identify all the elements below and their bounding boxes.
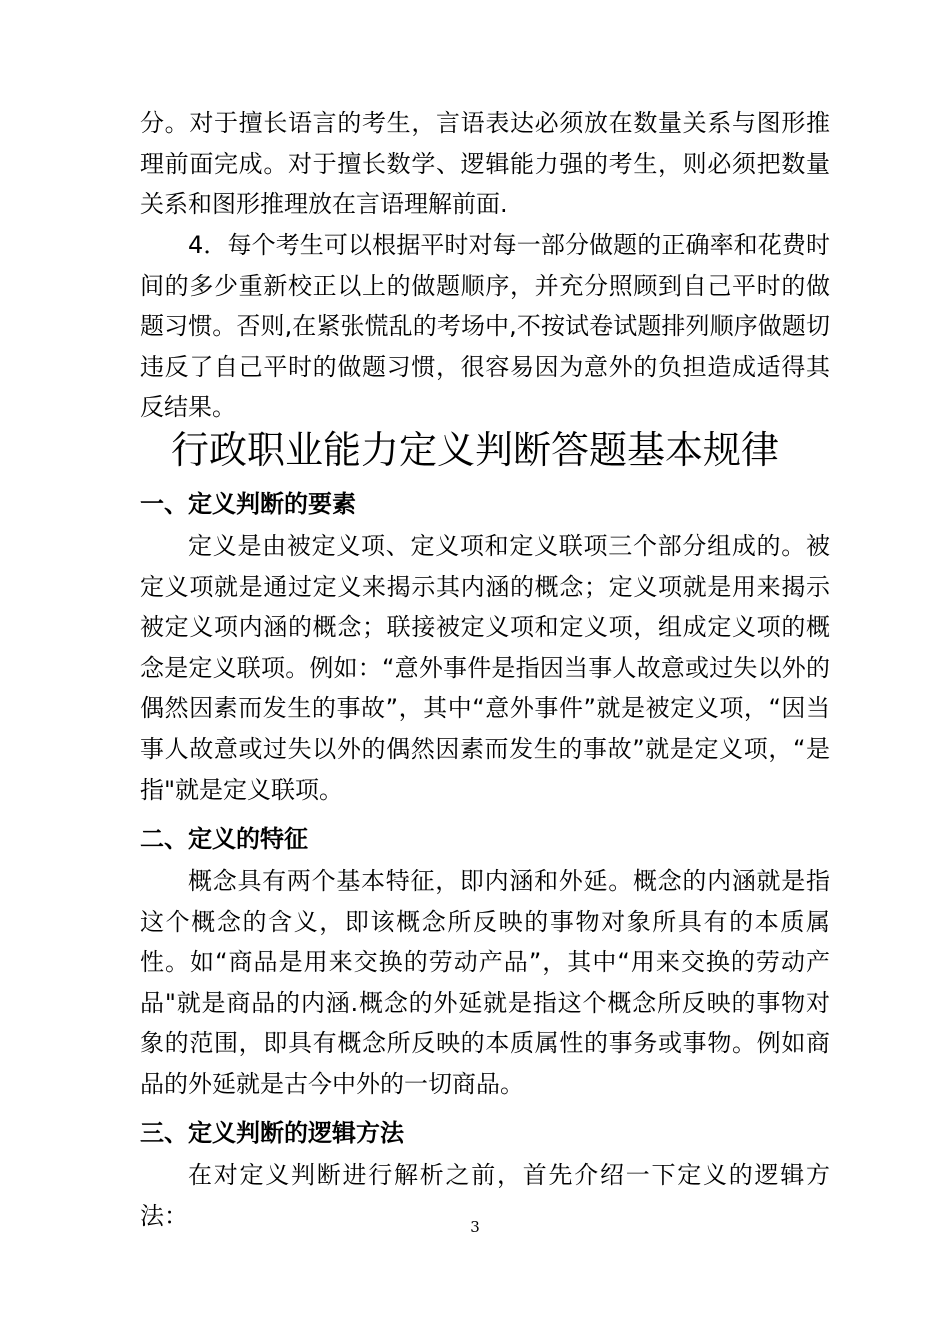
section-heading-3: 三、定义判断的逻辑方法 xyxy=(140,1119,404,1147)
paragraph-continued: 分。对于擅长语言的考生，言语表达必须放在数量关系与图形推理前面完成。对于擅长数学、逻辑能力强的考生，则必须把数量关系和图形推理放在言语理解前面. xyxy=(140,109,830,219)
section-body-1: 定义是由被定义项、定义项和定义联项三个部分组成的。被定义项就是通过定义来揭示其内涵的概念；定义项就是用来揭示被定义项内涵的概念；联接被定义项和定义项，组成定义项的概念是定义联项。例如：“意外事件是指因当事人故意或过失以外的偶然因素而发生的事故”，其中“意外事件”就是被定义项，“因当事人故意或过失以外的偶然因素而发生的事故”就是定义项，“是指"就是定义联项。 xyxy=(140,532,830,804)
page-number: 3 xyxy=(470,1218,480,1236)
section-heading-2: 二、定义的特征 xyxy=(140,825,308,853)
section-heading-1: 一、定义判断的要素 xyxy=(140,490,356,518)
paragraph-item-4: 4．每个考生可以根据平时对每一部分做题的正确率和花费时间的多少重新校正以上的做题顺序，并充分照顾到自己平时的做题习惯。否则,在紧张慌乱的考场中,不按试卷试题排列顺序做题切违反了自己平时的做题习惯，很容易因为意外的负担造成适得其反结果。 xyxy=(140,231,830,422)
page-title: 行政职业能力定义判断答题基本规律 xyxy=(170,428,779,472)
section-body-2: 概念具有两个基本特征，即内涵和外延。概念的内涵就是指这个概念的含义，即该概念所反映的事物对象所具有的本质属性。如“商品是用来交换的劳动产品”，其中“用来交换的劳动产品"就是商品的内涵.概念的外延就是指这个概念所反映的事物对象的范围，即具有概念所反映的本质属性的事务或事物。例如商品的外延就是古今中外的一切商品。 xyxy=(140,867,830,1098)
section-body-3: 在对定义判断进行解析之前，首先介绍一下定义的逻辑方法： xyxy=(140,1161,830,1230)
